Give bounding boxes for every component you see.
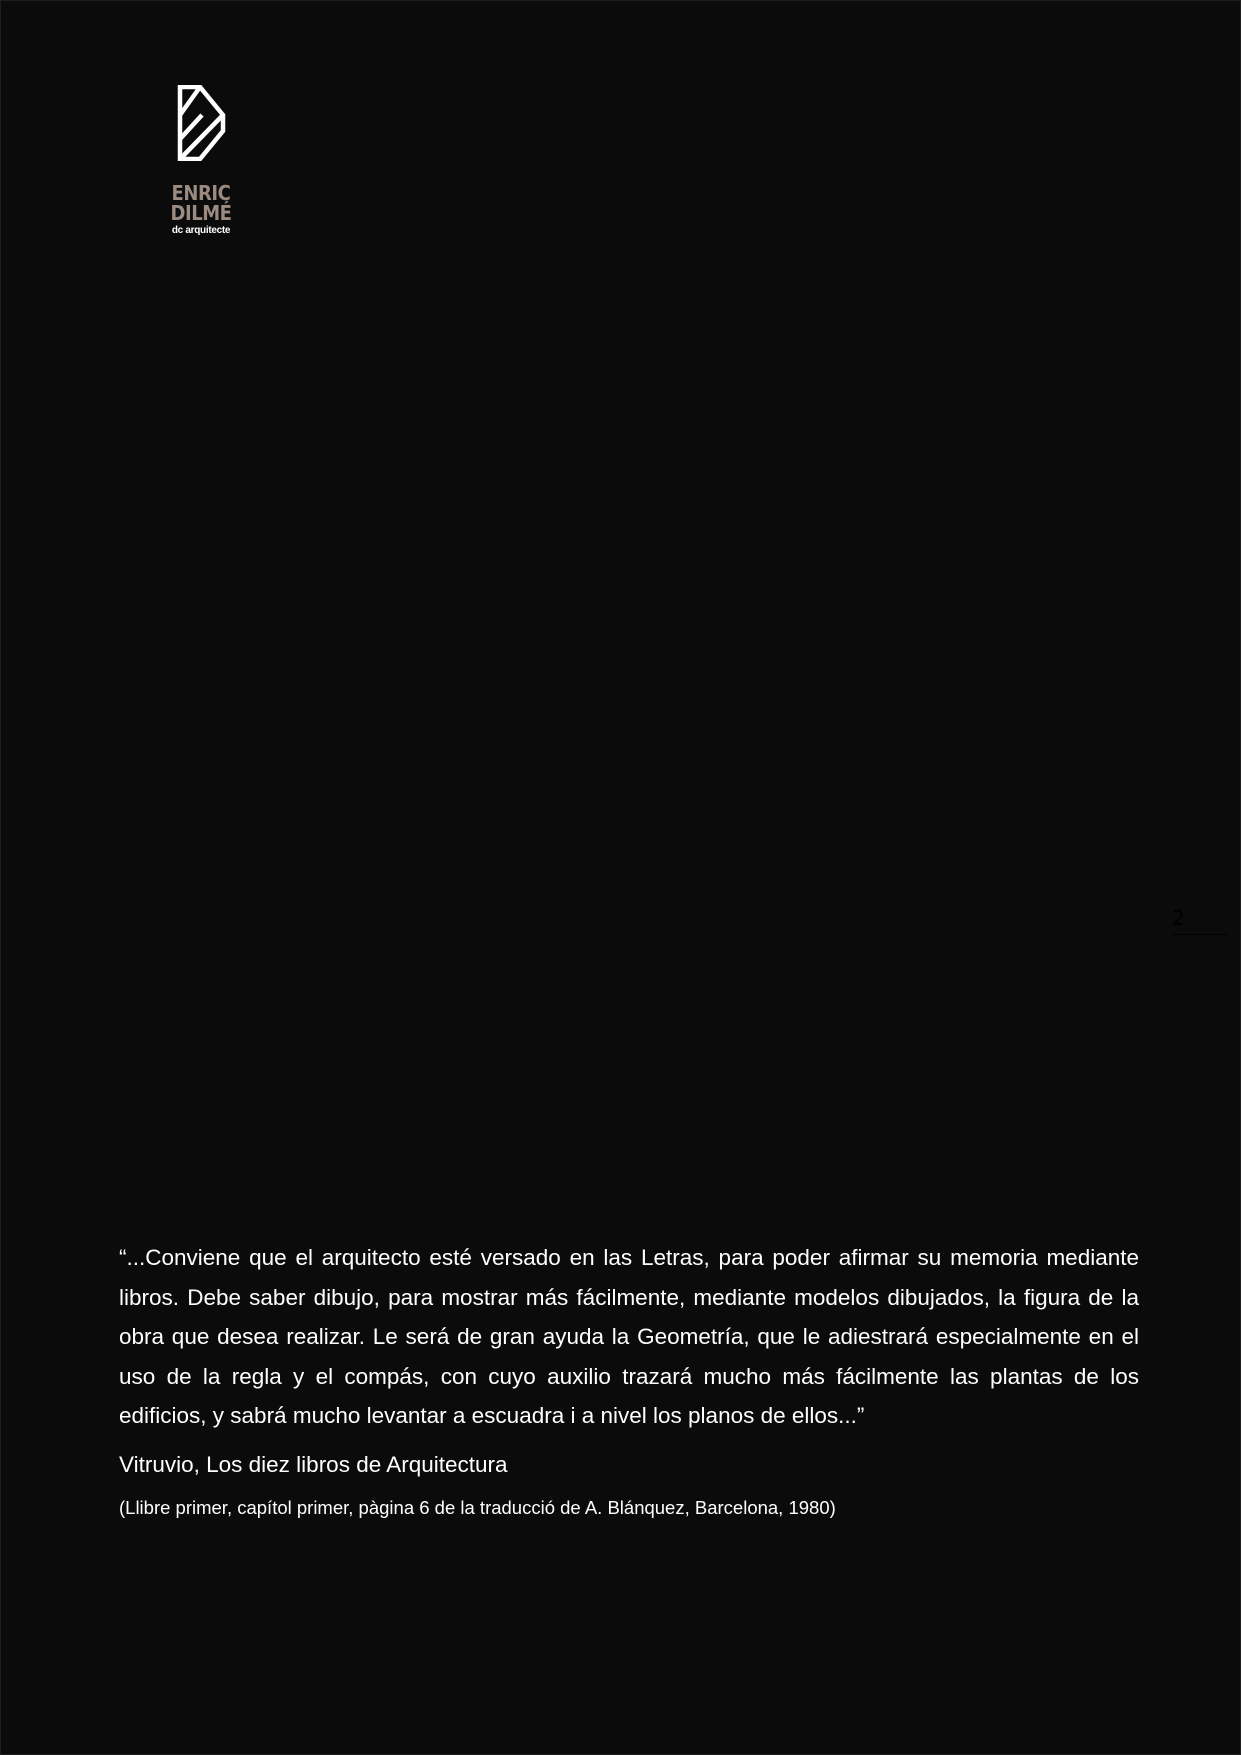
quote-source: (Llibre primer, capítol primer, pàgina 6 de la traducció de A. Blánquez, Barcelona, 1980) [119,1496,836,1518]
quote-block [119,1238,1139,1522]
logo [141,85,261,236]
logo-name: ENRIC DILMÉ [170,181,232,225]
stylized-d-monogram-icon [171,85,231,161]
logo-tagline: dc arquitecte [171,225,231,236]
quote-attribution: Vitruvio, Los diez libros de Arquitectura [119,1451,508,1477]
quote-text: “...Conviene que el arquitecto esté versado en las Letras, para poder afirmar su memoria mediante libros. Debe saber dibujo, para mostrar más fácilmente, mediante modelos dibujados, la figura de la obra que desea realizar. Le será de gran ayuda la Geometría, que le adiestrará especialmente en el uso de la regla y el compás, con cuyo auxilio trazará mucho más fácilmente las plantas de los edificios, y sabrá mucho levantar a escuadra i a nivel los planos de ellos...” [119,1245,1139,1428]
page-number: 2 [1172,904,1228,935]
